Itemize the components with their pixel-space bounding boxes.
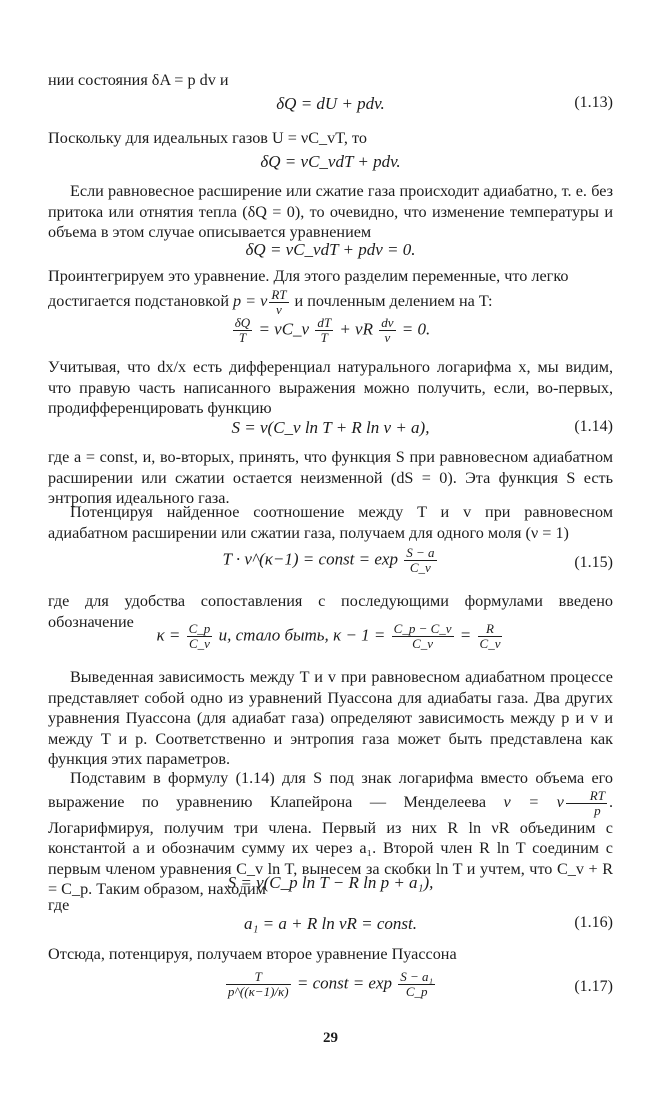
paragraph: Проинтегрируем это уравнение. Для этого разделим переменные, что легко xyxy=(48,267,569,285)
equation-number: (1.16) xyxy=(574,914,613,931)
equation-1-14: S = ν(C_v ln T + R ln v + a), (1.14) xyxy=(231,418,613,437)
paragraph: Отсюда, потенцируя, получаем второе уравнение Пуассона xyxy=(48,945,457,963)
paragraph: где xyxy=(48,896,70,914)
fraction: $\frac{RT}{p}$ xyxy=(566,789,607,818)
equation-kappa: κ = $\frac{C\_p}{C\_v}$ и, стало быть, κ − 1 = $\frac{C\_p - C\_v}{C\_v}$ = $\frac{R}{C\_v}$ xyxy=(156,621,501,651)
paragraph: Потенцируя найденное соотношение между T и v при равновесном адиабатном расширении или сжатии газа, получаем для одного моля (ν = 1) xyxy=(48,503,613,542)
equation: δQ = νC_vdT + pdv = 0. xyxy=(245,240,416,259)
paragraph-with-fraction: достигается подстановкой p = ν $\frac{RT}{v}$ и почленным делением на T: xyxy=(48,287,493,317)
paragraph: где для удобства сопоставления с последующими формулами введено обозначение xyxy=(48,592,613,631)
equation-number: (1.17) xyxy=(574,978,613,995)
paragraph-with-fraction: Подставим в формулу (1.14) для S под знак логарифма вместо объема его выражение по уравнению Клапейрона — Менделеева v = ν $\frac{RT}{p}$ . Логарифмируя, получим три члена. Первый из них R ln νR объединим с константой a и обозначим сумму их через a₁. Второй член R ln T соединим с первым членом уравнения C_v ln T, вынесем за скобки ln T и учтем, что C_v + R = C_p. Таким образом, находим xyxy=(48,769,614,898)
equation-1-15: T · v^(κ−1) = const = exp $\frac{S - a}{C\_v}$ (1.15) xyxy=(222,545,613,575)
equation-number: (1.13) xyxy=(574,94,613,111)
paragraph: где a = const, и, во-вторых, принять, что функция S при равновесном адиабатном расширении или сжатии остается неизменной (dS = 0). Эта функция S есть энтропия идеального газа. xyxy=(48,448,613,507)
equation-1-13: δQ = dU + pdv. (1.13) xyxy=(276,94,613,113)
paragraph: Если равновесное расширение или сжатие газа происходит адиабатно, т. е. без притока или отнятия тепла (δQ = 0), то очевидно, что изменение температуры и объема в этом случае описывается уравнением xyxy=(48,182,613,241)
paragraph: нии состояния δA = p dv и xyxy=(48,71,229,89)
fraction: $\frac{RT}{v}$ xyxy=(271,287,287,317)
equation: $\frac{\delta Q}{T}$ = νC_v $\frac{dT}{T}$ + νR $\frac{dv}{v}$ = 0. xyxy=(234,315,431,345)
equation-number: (1.14) xyxy=(574,418,613,435)
equation-number: (1.15) xyxy=(574,554,613,571)
page-number: 29 xyxy=(323,1030,338,1046)
equation-1-17: $\frac{T}{p\^{}((\kappa-1)/\kappa)}$ = const = exp $\frac{\text{S − a₁}}{C\_p}$ (1.17) xyxy=(227,969,613,999)
paragraph: Поскольку для идеальных газов U = νC_vT, то xyxy=(48,129,367,147)
equation: δQ = νC_vdT + pdv. xyxy=(260,152,401,171)
paragraph: Учитывая, что dx/x есть дифференциал натурального логарифма x, мы видим, что правую часть написанного выражения можно получить, если, во-первых, продифференцировать функцию xyxy=(48,358,613,417)
equation: S = ν(C_p ln T − R ln p + a₁), xyxy=(227,873,434,892)
equation-1-16: a₁ = a + R ln νR = const. (1.16) xyxy=(244,914,613,933)
paragraph: Выведенная зависимость между T и v при равновесном адиабатном процессе представляет собой одно из уравнений Пуассона для адиабаты газа. Два других уравнения Пуассона (для адиабат газа) определяют зависимость между p и v и между T и p. Соответственно и энтропия газа может быть представлена как функция этих параметров. xyxy=(48,668,613,768)
